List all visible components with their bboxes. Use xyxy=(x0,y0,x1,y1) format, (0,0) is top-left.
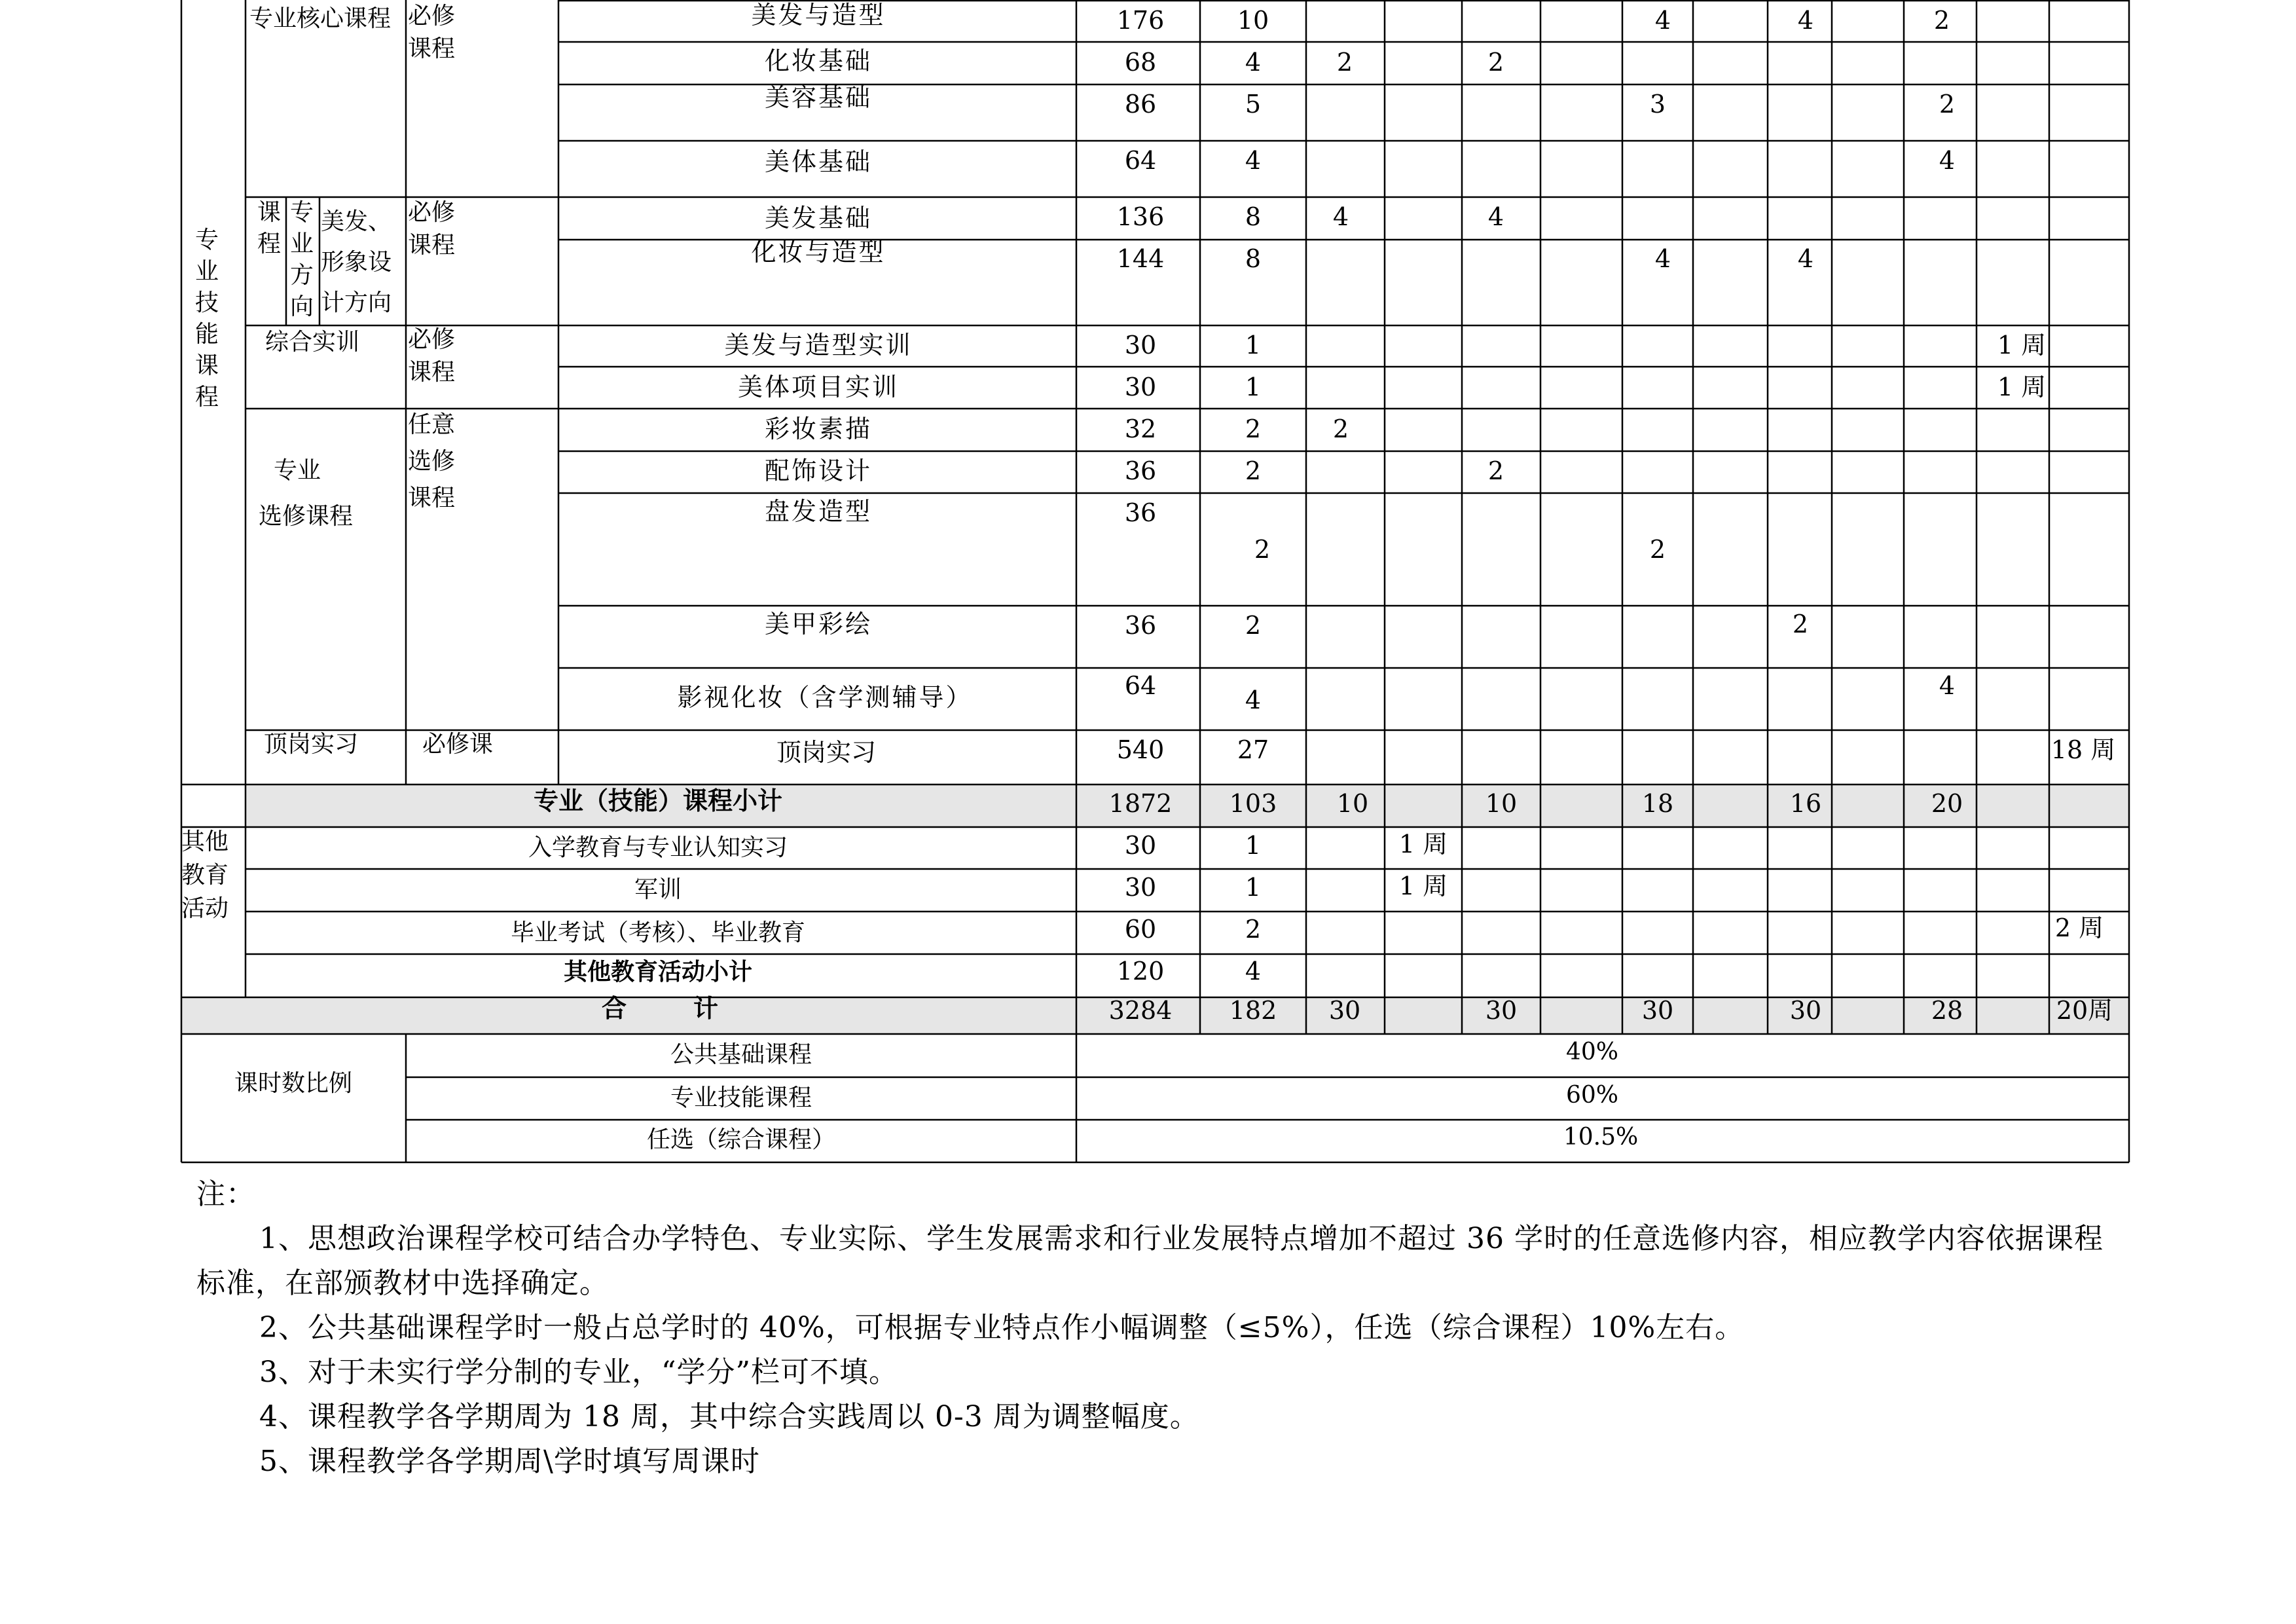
activity-name: 军训 xyxy=(634,876,682,903)
semester-cell: 4 xyxy=(1654,244,1671,273)
credits-cell: 5 xyxy=(1245,90,1262,119)
semester-cell: 1 周 xyxy=(1997,373,2047,401)
group-direction-col2: 向 xyxy=(290,293,314,320)
category-char: 课 xyxy=(195,352,219,379)
credits-cell: 2 xyxy=(1245,915,1262,944)
subtotal-semester: 18 xyxy=(1641,789,1674,818)
ratio-label: 课时数比例 xyxy=(234,1070,353,1097)
notes-section xyxy=(196,1172,2128,1484)
semester-cell: 4 xyxy=(1797,6,1814,35)
note-item: 3、对于未实行学分制的专业，“学分”栏可不填。 xyxy=(259,1356,898,1389)
semester-cell: 2 xyxy=(1649,535,1666,564)
total-semester: 30 xyxy=(1789,996,1822,1025)
semester-cell: 1 周 xyxy=(1398,872,1448,900)
category-char: 业 xyxy=(195,258,219,285)
credits-cell: 4 xyxy=(1245,48,1262,77)
credits-cell: 1 xyxy=(1245,831,1262,860)
hours-cell: 30 xyxy=(1124,831,1157,860)
hours-cell: 32 xyxy=(1124,415,1157,443)
subtotal-semester: 20 xyxy=(1931,789,1963,818)
activity-name: 入学教育与专业认知实习 xyxy=(528,834,788,861)
group-direction-col1: 课 xyxy=(257,199,282,226)
group-direction-col1: 程 xyxy=(257,231,282,257)
course-name: 美体基础 xyxy=(764,147,873,176)
category-char: 技 xyxy=(195,289,219,316)
credits-cell: 8 xyxy=(1245,244,1262,273)
semester-cell: 18 周 xyxy=(2050,735,2116,764)
group-direction-col3: 美发、 xyxy=(321,208,392,235)
total-hours: 3284 xyxy=(1108,996,1173,1025)
course-name: 美容基础 xyxy=(764,83,873,112)
semester-cell: 4 xyxy=(1939,671,1956,700)
note-item: 5、课程教学各学期周\学时填写周课时 xyxy=(259,1445,760,1478)
semester-cell: 2 xyxy=(1336,48,1353,77)
hours-cell: 30 xyxy=(1124,373,1157,401)
category-char: 教育 xyxy=(181,862,229,889)
hours-cell: 136 xyxy=(1116,202,1165,231)
semester-cell: 2 xyxy=(1487,48,1504,77)
group-core: 专业核心课程 xyxy=(249,5,392,32)
credits-cell: 27 xyxy=(1237,735,1269,764)
subtotal-prof-label: 专业（技能）课程小计 xyxy=(533,786,783,815)
category-char: 活动 xyxy=(181,895,229,922)
ratio-name: 任选（综合课程） xyxy=(646,1126,836,1153)
subtotal-semester: 16 xyxy=(1789,789,1822,818)
group-elective: 选修课程 xyxy=(259,503,354,530)
hours-cell: 120 xyxy=(1116,957,1165,986)
semester-cell: 1 周 xyxy=(1997,331,2047,360)
ratio-value: 60% xyxy=(1565,1082,1619,1109)
course-name: 美体项目实训 xyxy=(737,373,900,401)
category-char: 能 xyxy=(195,321,219,348)
notes-title: 注： xyxy=(196,1177,255,1211)
semester-cell: 2 xyxy=(1332,415,1349,443)
subtotal-credits: 103 xyxy=(1229,789,1277,818)
ratio-name: 公共基础课程 xyxy=(670,1041,812,1068)
course-name: 美发与造型 xyxy=(751,1,886,29)
credits-cell: 2 xyxy=(1245,611,1262,640)
activity-name: 毕业考试（考核）、毕业教育 xyxy=(510,919,806,946)
group-direction-col2: 专 xyxy=(290,199,314,226)
category-char: 专 xyxy=(195,227,219,253)
course-name: 顶岗实习 xyxy=(776,738,877,767)
hours-cell: 68 xyxy=(1124,48,1157,77)
group-internship: 顶岗实习 xyxy=(264,731,359,758)
hours-cell: 540 xyxy=(1116,735,1165,764)
category-char: 程 xyxy=(195,384,219,411)
semester-cell: 2 xyxy=(1792,610,1809,638)
semester-cell: 2 xyxy=(1939,90,1956,119)
hours-cell: 144 xyxy=(1116,244,1165,273)
type-required: 课程 xyxy=(408,35,456,62)
semester-cell: 4 xyxy=(1654,6,1671,35)
semester-cell: 4 xyxy=(1797,244,1814,273)
course-name: 盘发造型 xyxy=(764,497,873,526)
note-item: 2、公共基础课程学时一般占总学时的 40%，可根据专业特点作小幅调整（≤5%），任选（综合课程）10%左右。 xyxy=(259,1311,1745,1344)
semester-cell: 4 xyxy=(1939,146,1956,175)
credits-cell: 2 xyxy=(1254,535,1271,564)
type-required: 必修 xyxy=(408,326,456,353)
ratio-value: 40% xyxy=(1565,1039,1619,1065)
course-name: 彩妆素描 xyxy=(764,415,873,443)
credits-cell: 1 xyxy=(1245,873,1262,902)
credits-cell: 4 xyxy=(1245,686,1262,714)
credits-cell: 4 xyxy=(1245,146,1262,175)
semester-cell: 2 xyxy=(1487,456,1504,485)
group-elective: 专业 xyxy=(274,457,321,484)
category-char: 其他 xyxy=(181,828,229,855)
semester-cell: 4 xyxy=(1487,202,1504,231)
total-semester: 28 xyxy=(1931,996,1963,1025)
note-item: 4、课程教学各学期周为 18 周，其中综合实践周以 0-3 周为调整幅度。 xyxy=(259,1400,1199,1433)
hours-cell: 30 xyxy=(1124,873,1157,902)
credits-cell: 10 xyxy=(1237,6,1269,35)
hours-cell: 30 xyxy=(1124,331,1157,360)
type-required: 必修 xyxy=(408,199,456,226)
type-required-short: 必修课 xyxy=(422,731,494,758)
group-training: 综合实训 xyxy=(265,329,360,356)
type-optional: 课程 xyxy=(408,485,456,511)
group-direction-col2: 业 xyxy=(290,231,314,257)
semester-cell: 3 xyxy=(1649,90,1666,119)
ratio-value: 10.5% xyxy=(1563,1124,1639,1151)
credits-cell: 8 xyxy=(1245,202,1262,231)
subtotal-semester: 10 xyxy=(1336,789,1369,818)
course-name: 美甲彩绘 xyxy=(764,610,873,638)
course-name: 美发与造型实训 xyxy=(724,331,913,360)
subtotal-other-label: 其他教育活动小计 xyxy=(563,958,753,986)
hours-cell: 64 xyxy=(1124,146,1157,175)
credits-cell: 4 xyxy=(1245,957,1262,986)
hours-cell: 64 xyxy=(1124,671,1157,700)
credits-cell: 1 xyxy=(1245,373,1262,401)
category-prof-skill xyxy=(195,227,219,411)
hours-cell: 36 xyxy=(1124,498,1157,527)
course-name: 配饰设计 xyxy=(764,456,873,485)
type-required: 课程 xyxy=(408,359,456,386)
total-semester: 30 xyxy=(1328,996,1361,1025)
total-semester: 30 xyxy=(1485,996,1518,1025)
course-name: 化妆基础 xyxy=(764,46,873,75)
ratio-name: 专业技能课程 xyxy=(670,1084,812,1111)
hours-cell: 36 xyxy=(1124,456,1157,485)
total-semester: 30 xyxy=(1641,996,1674,1025)
total-semester: 20周 xyxy=(2056,996,2113,1025)
course-name: 美发基础 xyxy=(764,204,873,232)
subtotal-semester: 10 xyxy=(1485,789,1518,818)
course-name: 化妆与造型 xyxy=(751,238,886,267)
total-credits: 182 xyxy=(1229,996,1277,1025)
semester-cell: 1 周 xyxy=(1398,830,1448,858)
type-required: 课程 xyxy=(408,232,456,259)
hours-cell: 60 xyxy=(1124,915,1157,944)
type-optional: 任意 xyxy=(408,411,456,438)
hours-cell: 36 xyxy=(1124,611,1157,640)
hours-cell: 176 xyxy=(1116,6,1165,35)
semester-cell: 4 xyxy=(1332,202,1349,231)
credits-cell: 2 xyxy=(1245,456,1262,485)
type-required: 必修 xyxy=(408,3,456,29)
subtotal-hours: 1872 xyxy=(1108,789,1173,818)
group-direction-col3: 形象设 xyxy=(321,249,392,276)
group-direction-col2: 方 xyxy=(290,262,314,289)
credits-cell: 1 xyxy=(1245,331,1262,360)
group-direction-col3: 计方向 xyxy=(321,289,392,316)
type-optional: 选修 xyxy=(408,448,456,475)
credits-cell: 2 xyxy=(1245,415,1262,443)
course-name: 影视化妆（含学测辅导） xyxy=(677,683,973,712)
semester-cell: 2 周 xyxy=(2054,913,2104,942)
category-other xyxy=(181,828,228,922)
note-item: 1、思想政治课程学校可结合办学特色、专业实际、学生发展需求和行业发展特点增加不超过 36 学时的任意选修内容，相应教学内容依据课程标准，在部颁教材中选择确定。 xyxy=(196,1222,2104,1300)
total-label: 计 xyxy=(693,993,719,1023)
semester-cell: 2 xyxy=(1933,6,1950,35)
hours-cell: 86 xyxy=(1124,90,1157,119)
total-label: 合 xyxy=(601,993,627,1023)
